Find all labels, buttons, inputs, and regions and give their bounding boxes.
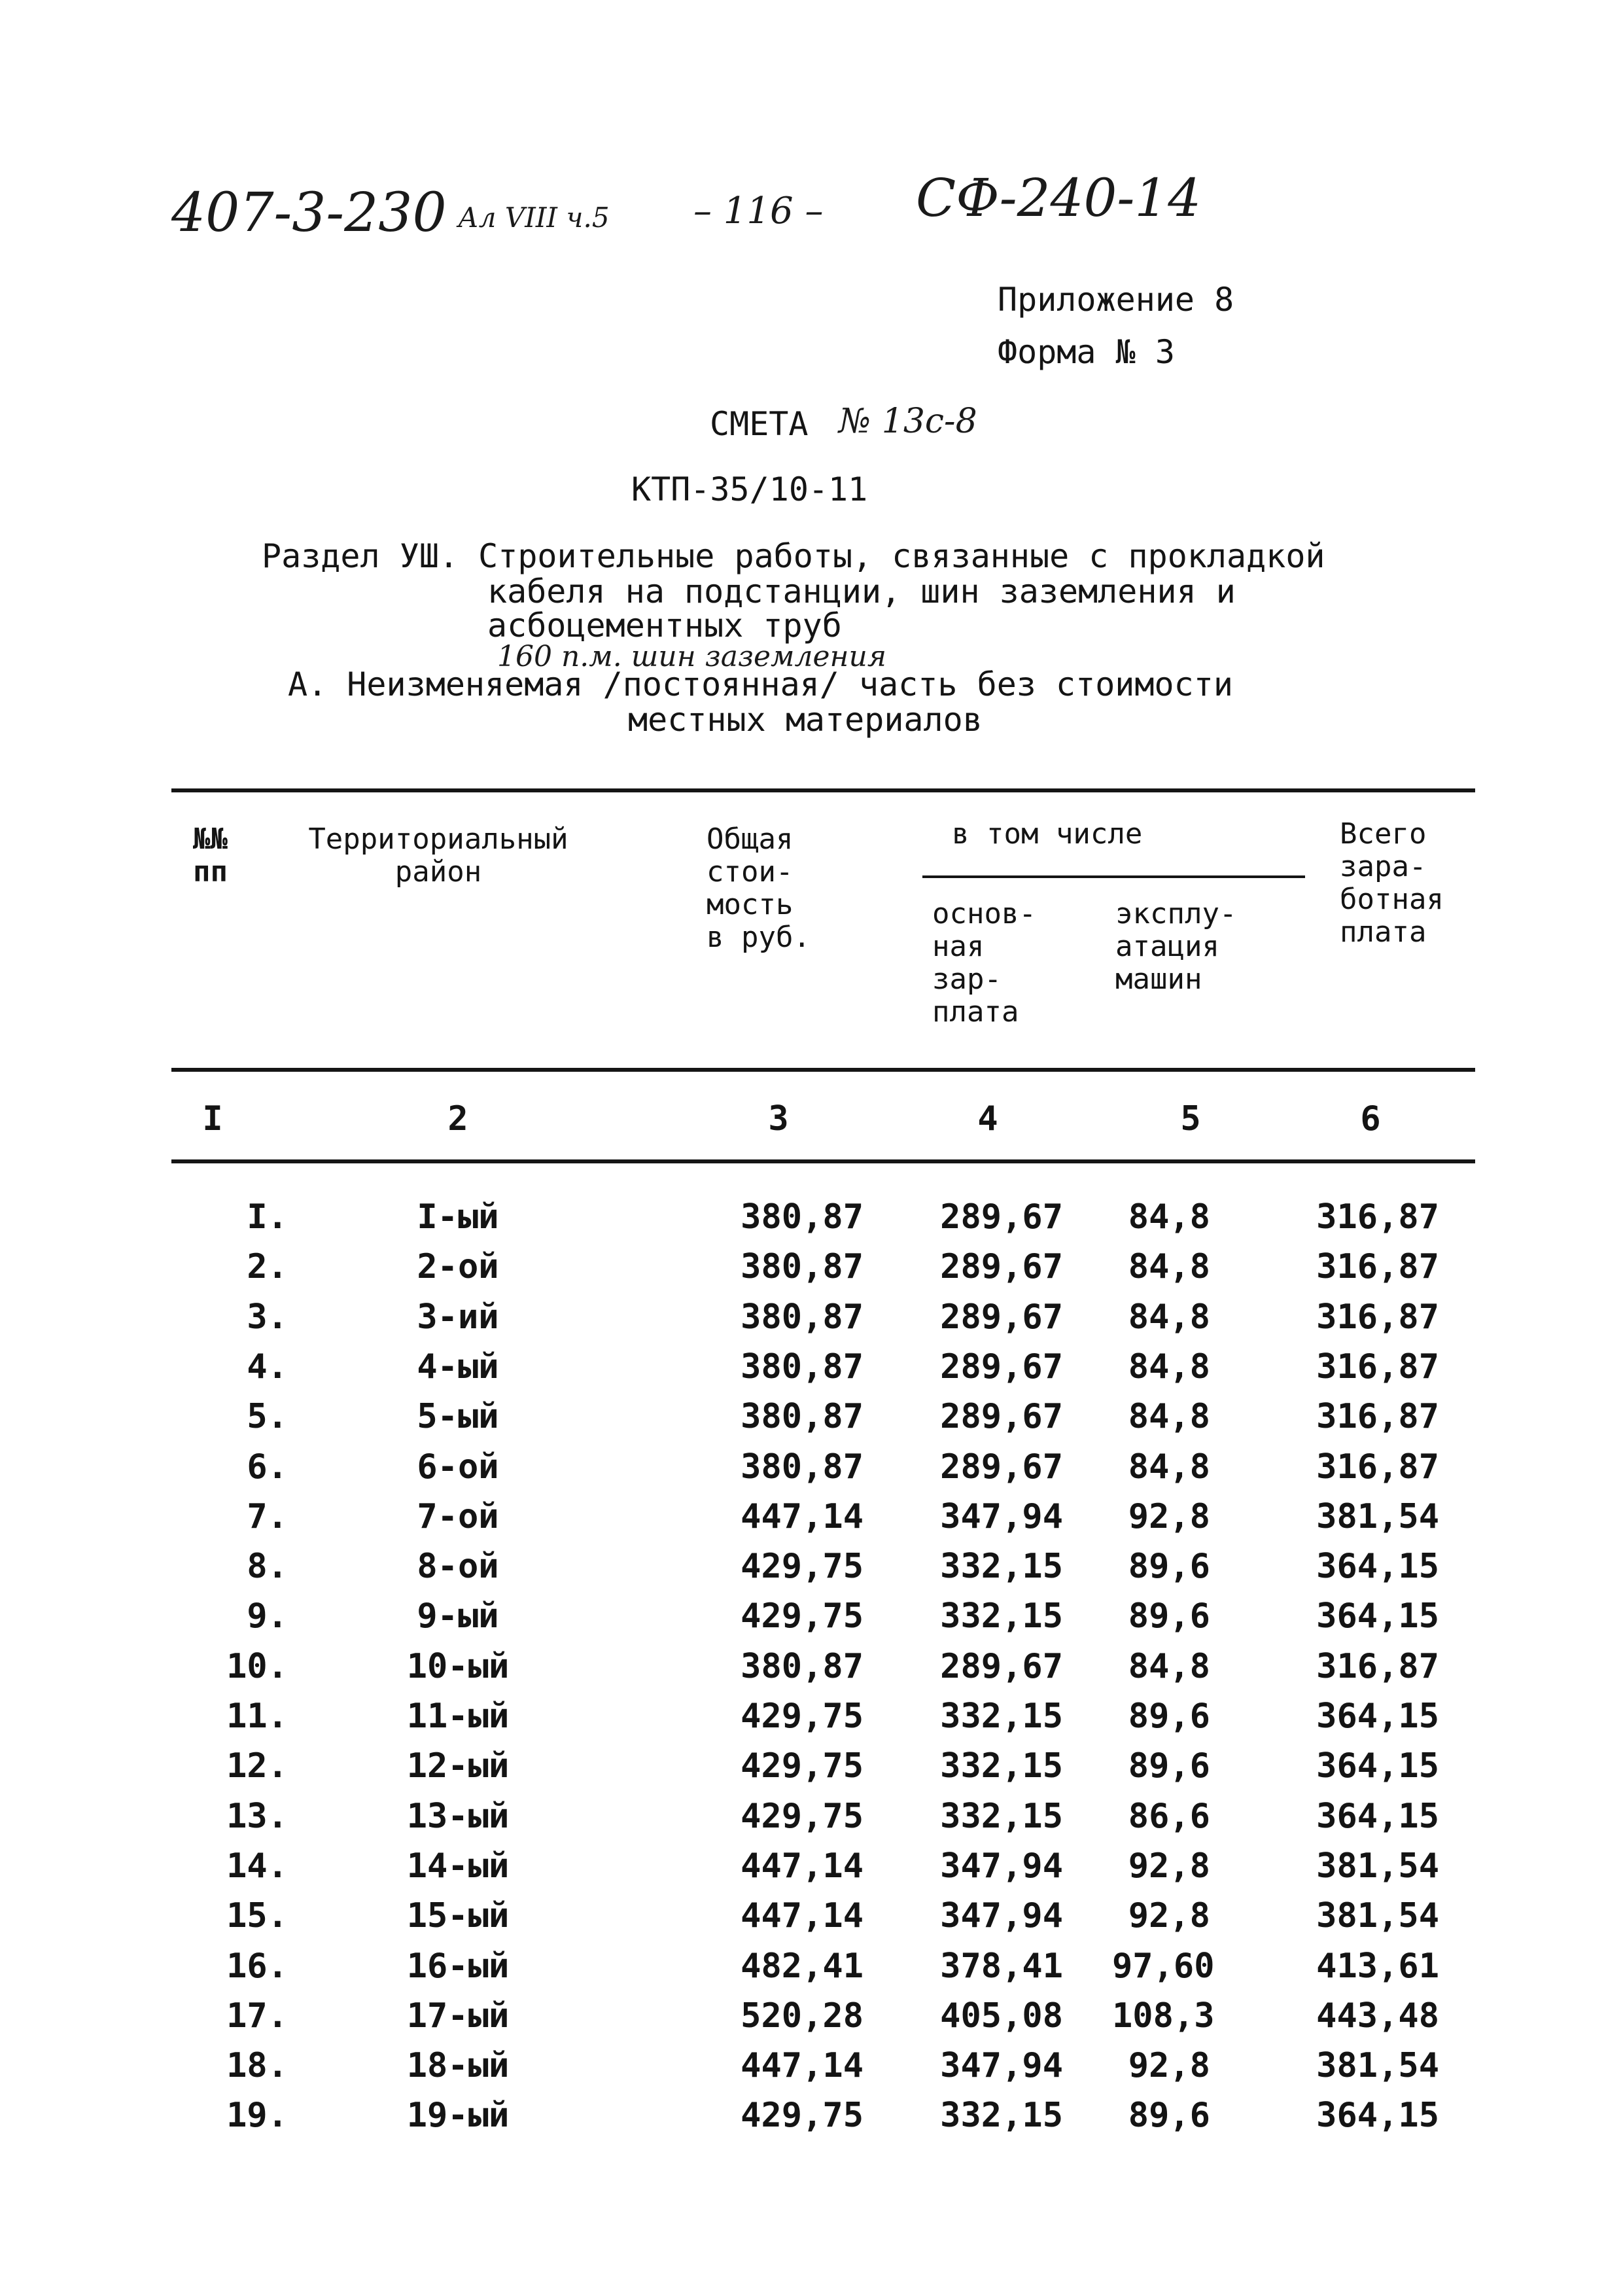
table-row [0,1192,1623,1242]
row-district: 4-ый [417,1347,499,1386]
row-total: 380,87 [741,1298,864,1337]
row-number: 3. [247,1298,288,1337]
table-row [0,1392,1623,1441]
row-machines: 89,6 [1128,1746,1210,1786]
row-total: 482,41 [741,1947,864,1986]
table-row [0,2041,1623,2091]
col-number: 6 [1360,1099,1381,1139]
row-total: 429,75 [741,1797,864,1836]
row-basic-wage: 289,67 [940,1197,1063,1237]
row-all-wage: 413,61 [1316,1947,1439,1986]
row-machines: 84,8 [1128,1197,1210,1237]
row-machines: 84,8 [1128,1447,1210,1487]
row-basic-wage: 332,15 [940,1547,1063,1586]
handwritten-album: Ал VIII ч.5 [458,202,610,234]
row-basic-wage: 332,15 [940,1797,1063,1836]
column-numbers-row [0,1094,1623,1144]
row-total: 447,14 [741,1896,864,1935]
row-total: 380,87 [741,1397,864,1436]
row-district: 2-ой [417,1247,499,1286]
row-machines: 89,6 [1128,2096,1210,2135]
col-number: 4 [977,1099,998,1139]
row-total: 380,87 [741,1647,864,1686]
row-all-wage: 316,87 [1316,1647,1439,1686]
row-total: 429,75 [741,1697,864,1736]
row-total: 447,14 [741,1497,864,1536]
row-total: 380,87 [741,1247,864,1286]
row-district: 19-ый [406,2096,510,2135]
row-number: 8. [247,1547,288,1586]
row-machines: 84,8 [1128,1298,1210,1337]
row-basic-wage: 347,94 [940,1846,1063,1886]
row-all-wage: 364,15 [1316,1697,1439,1736]
row-basic-wage: 289,67 [940,1447,1063,1487]
row-total: 447,14 [741,2046,864,2085]
header-all-wage: Всего зара- ботная плата [1340,817,1444,949]
row-all-wage: 381,54 [1316,1896,1439,1935]
row-number: 16. [226,1947,288,1986]
section-title-line3: асбоцементных труб [487,607,842,645]
row-all-wage: 364,15 [1316,1547,1439,1586]
row-machines: 84,8 [1128,1247,1210,1286]
row-total: 380,87 [741,1447,864,1487]
table-row [0,1891,1623,1941]
col-number: 2 [447,1099,468,1139]
table-row [0,2091,1623,2140]
row-total: 380,87 [741,1347,864,1386]
table-row [0,1841,1623,1891]
row-all-wage: 364,15 [1316,1597,1439,1636]
row-machines: 89,6 [1128,1597,1210,1636]
table-row [0,1242,1623,1292]
row-number: 18. [226,2046,288,2085]
form-label: Форма № 3 [998,333,1175,371]
row-total: 429,75 [741,1746,864,1786]
row-all-wage: 316,87 [1316,1397,1439,1436]
table-row [0,1642,1623,1691]
table-row [0,1741,1623,1791]
appendix-label: Приложение 8 [998,281,1234,319]
table-row [0,1342,1623,1392]
row-all-wage: 364,15 [1316,1746,1439,1786]
row-all-wage: 381,54 [1316,1846,1439,1886]
row-machines: 97,60 [1112,1947,1215,1986]
row-number: 6. [247,1447,288,1487]
header-machines: эксплу- атация машин [1115,897,1237,996]
row-district: 5-ый [417,1397,499,1436]
row-district: 16-ый [406,1947,510,1986]
header-incl: в том числе [952,817,1143,851]
row-number: 7. [247,1497,288,1536]
estimate-label: СМЕТА [710,405,809,443]
row-total: 429,75 [741,2096,864,2135]
row-basic-wage: 332,15 [940,1746,1063,1786]
row-number: 15. [226,1896,288,1935]
row-district: I-ый [417,1197,499,1237]
row-district: 15-ый [406,1896,510,1935]
handwritten-doc-code: 407-3-230 [171,182,447,244]
row-all-wage: 381,54 [1316,2046,1439,2085]
row-machines: 89,6 [1128,1697,1210,1736]
section-title-line1: Раздел УШ. Строительные работы, связанные с прокладкой [262,537,1325,575]
row-number: 10. [226,1647,288,1686]
col-number: 3 [768,1099,789,1139]
row-all-wage: 316,87 [1316,1347,1439,1386]
row-machines: 108,3 [1112,1996,1215,2036]
row-number: 19. [226,2096,288,2135]
row-district: 10-ый [406,1647,510,1686]
header-bottom-rule [171,1068,1475,1072]
handwritten-page-number: – 116 – [693,190,824,232]
incl-group-rule [922,875,1305,878]
table-row [0,1792,1623,1841]
header-basic-wage: основ- ная зар- плата [932,897,1036,1029]
row-all-wage: 443,48 [1316,1996,1439,2036]
row-all-wage: 364,15 [1316,1797,1439,1836]
row-number: I. [247,1197,288,1237]
row-total: 380,87 [741,1197,864,1237]
row-basic-wage: 347,94 [940,1896,1063,1935]
header-district: Территориальный район [308,822,568,889]
row-machines: 89,6 [1128,1547,1210,1586]
row-all-wage: 316,87 [1316,1298,1439,1337]
row-number: 12. [226,1746,288,1786]
table-row [0,1442,1623,1492]
table-row [0,1292,1623,1342]
table-row [0,1492,1623,1542]
row-basic-wage: 289,67 [940,1298,1063,1337]
row-basic-wage: 378,41 [940,1947,1063,1986]
row-total: 520,28 [741,1996,864,2036]
row-district: 14-ый [406,1846,510,1886]
row-basic-wage: 289,67 [940,1397,1063,1436]
row-basic-wage: 332,15 [940,1597,1063,1636]
row-basic-wage: 405,08 [940,1996,1063,2036]
col-number: I [202,1099,223,1139]
row-basic-wage: 332,15 [940,2096,1063,2135]
handwritten-estimate-number: № 13с-8 [839,402,977,441]
row-machines: 92,8 [1128,1846,1210,1886]
row-number: 13. [226,1797,288,1836]
row-number: 14. [226,1846,288,1886]
row-machines: 92,8 [1128,2046,1210,2085]
row-machines: 84,8 [1128,1347,1210,1386]
row-district: 12-ый [406,1746,510,1786]
row-total: 429,75 [741,1597,864,1636]
subsection-line1: А. Неизменяемая /постоянная/ часть без стоимости [288,665,1233,703]
row-basic-wage: 332,15 [940,1697,1063,1736]
row-all-wage: 316,87 [1316,1197,1439,1237]
header-total: Общая стои- мость в руб. [707,822,811,954]
row-number: 9. [247,1597,288,1636]
table-row [0,1991,1623,2041]
col-numbers-rule [171,1159,1475,1163]
section-title-line2: кабеля на подстанции, шин заземления и [487,573,1236,610]
row-basic-wage: 347,94 [940,1497,1063,1536]
row-district: 17-ый [406,1996,510,2036]
handwritten-sheet-code: СФ-240-14 [916,168,1202,228]
row-district: 6-ой [417,1447,499,1487]
row-machines: 84,8 [1128,1647,1210,1686]
table-row [0,1941,1623,1991]
row-machines: 84,8 [1128,1397,1210,1436]
row-basic-wage: 347,94 [940,2046,1063,2085]
row-district: 9-ый [417,1597,499,1636]
row-number: 2. [247,1247,288,1286]
table-row [0,1591,1623,1641]
row-basic-wage: 289,67 [940,1647,1063,1686]
row-all-wage: 381,54 [1316,1497,1439,1536]
header-num: №№ пп [193,822,228,889]
col-number: 5 [1180,1099,1201,1139]
subsection-line2: местных материалов [628,701,983,739]
table-row [0,1542,1623,1591]
row-district: 8-ой [417,1547,499,1586]
row-district: 18-ый [406,2046,510,2085]
row-machines: 92,8 [1128,1896,1210,1935]
object-title: КТП-35/10-11 [631,470,868,508]
row-machines: 92,8 [1128,1497,1210,1536]
row-basic-wage: 289,67 [940,1247,1063,1286]
row-number: 11. [226,1697,288,1736]
row-number: 5. [247,1397,288,1436]
row-number: 4. [247,1347,288,1386]
row-all-wage: 364,15 [1316,2096,1439,2135]
row-district: 13-ый [406,1797,510,1836]
row-district: 3-ий [417,1298,499,1337]
row-all-wage: 316,87 [1316,1247,1439,1286]
row-district: 7-ой [417,1497,499,1536]
row-total: 447,14 [741,1846,864,1886]
table-row [0,1691,1623,1741]
row-basic-wage: 289,67 [940,1347,1063,1386]
table-top-rule [171,788,1475,792]
row-total: 429,75 [741,1547,864,1586]
row-all-wage: 316,87 [1316,1447,1439,1487]
row-machines: 86,6 [1128,1797,1210,1836]
handwritten-note: 160 п.м. шин заземления [497,640,886,673]
row-number: 17. [226,1996,288,2036]
row-district: 11-ый [406,1697,510,1736]
